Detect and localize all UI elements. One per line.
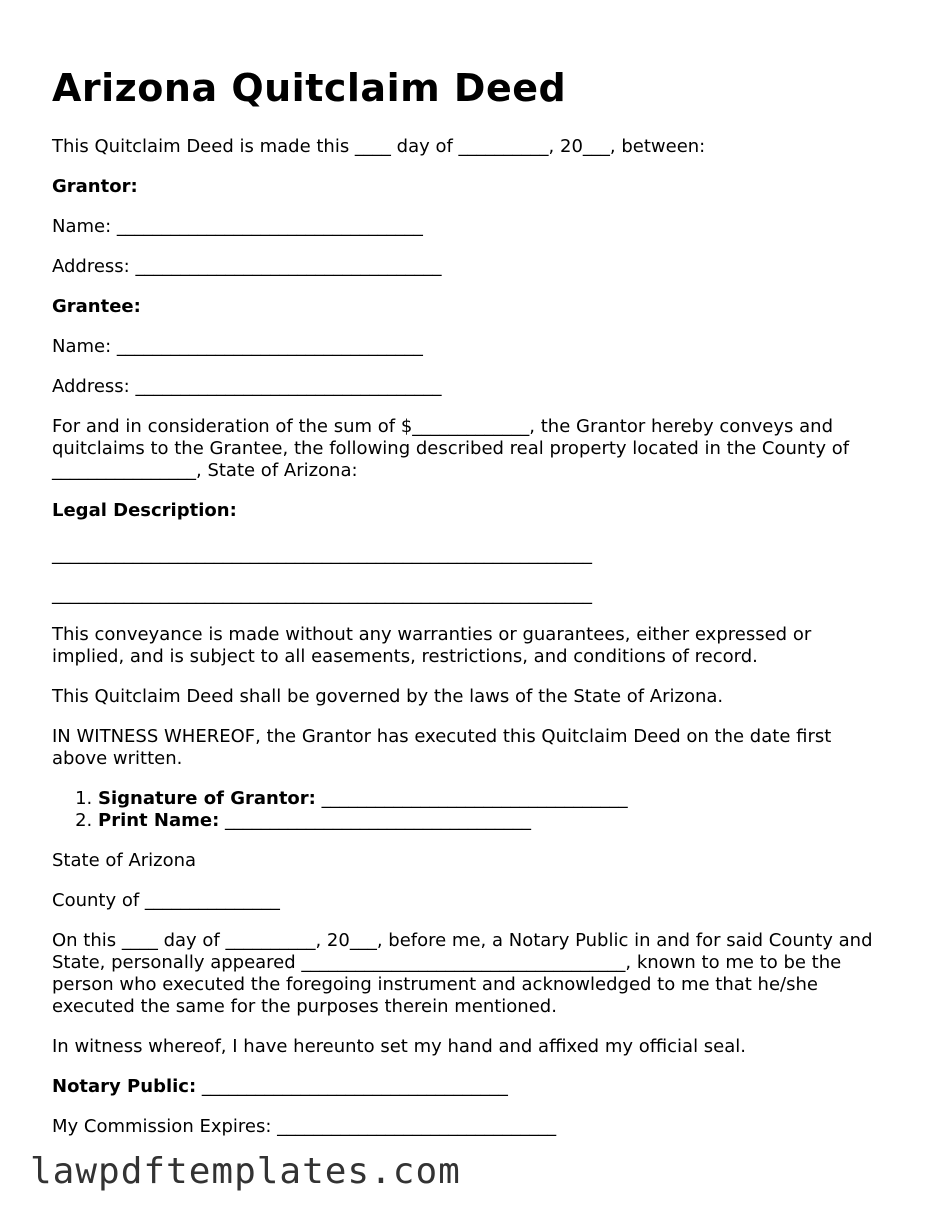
list-item [98,788,888,810]
consideration-paragraph: For and in consideration of the sum of $_____________, the Grantor hereby conveys and quitclaims to the Grantee, the following described real property located in the County of ________________, State of Arizona: [52,416,850,481]
notary-state: State of Arizona [52,850,197,871]
page-title: Arizona Quitclaim Deed [52,66,567,110]
grantee-address-field: Address: __________________________________ [52,376,442,397]
watermark-logo: lawpdftemplates.com [30,1151,461,1192]
notary-public-blank: __________________________________ [196,1076,508,1097]
legal-description-heading: Legal Description: [52,500,237,521]
grantor-address-field: Address: __________________________________ [52,256,442,277]
notary-county: County of _______________ [52,890,280,911]
print-name-label: Print Name: [98,810,220,831]
intro-paragraph: This Quitclaim Deed is made this ____ day of __________, 20___, between: [52,136,706,157]
notary-witness-statement: In witness whereof, I have hereunto set my hand and affixed my official seal. [52,1036,746,1057]
grantor-heading: Grantor: [52,176,138,197]
governing-law-paragraph: This Quitclaim Deed shall be governed by the laws of the State of Arizona. [52,686,724,707]
notary-public-label: Notary Public: [52,1076,197,1097]
signature-label: Signature of Grantor: [98,788,316,809]
grantee-heading: Grantee: [52,296,141,317]
commission-expires: My Commission Expires: _______________________________ [52,1116,557,1137]
signature-blank: __________________________________ [315,788,628,809]
print-name-blank: __________________________________ [219,810,532,831]
legal-description-line-1: ____________________________________________________________ [52,544,592,565]
grantee-name-field: Name: __________________________________ [52,336,423,357]
signature-list [52,788,888,832]
notary-acknowledgment: On this ____ day of __________, 20___, before me, a Notary Public in and for said County and State, personally appeared ____________________________________, known to me to be the person who executed the foregoing instrument and acknowledged to me that he/she executed the same for the purposes therein mentioned. [52,930,873,1017]
list-item [98,810,888,832]
warranty-paragraph: This conveyance is made without any warranties or guarantees, either expressed or implied, and is subject to all easements, restrictions, and conditions of record. [52,624,812,667]
grantor-name-field: Name: __________________________________ [52,216,423,237]
notary-public-line [52,1076,888,1098]
legal-description-line-2: ____________________________________________________________ [52,584,592,605]
witness-paragraph: IN WITNESS WHEREOF, the Grantor has executed this Quitclaim Deed on the date first above written. [52,726,832,769]
document-page [52,62,888,1156]
